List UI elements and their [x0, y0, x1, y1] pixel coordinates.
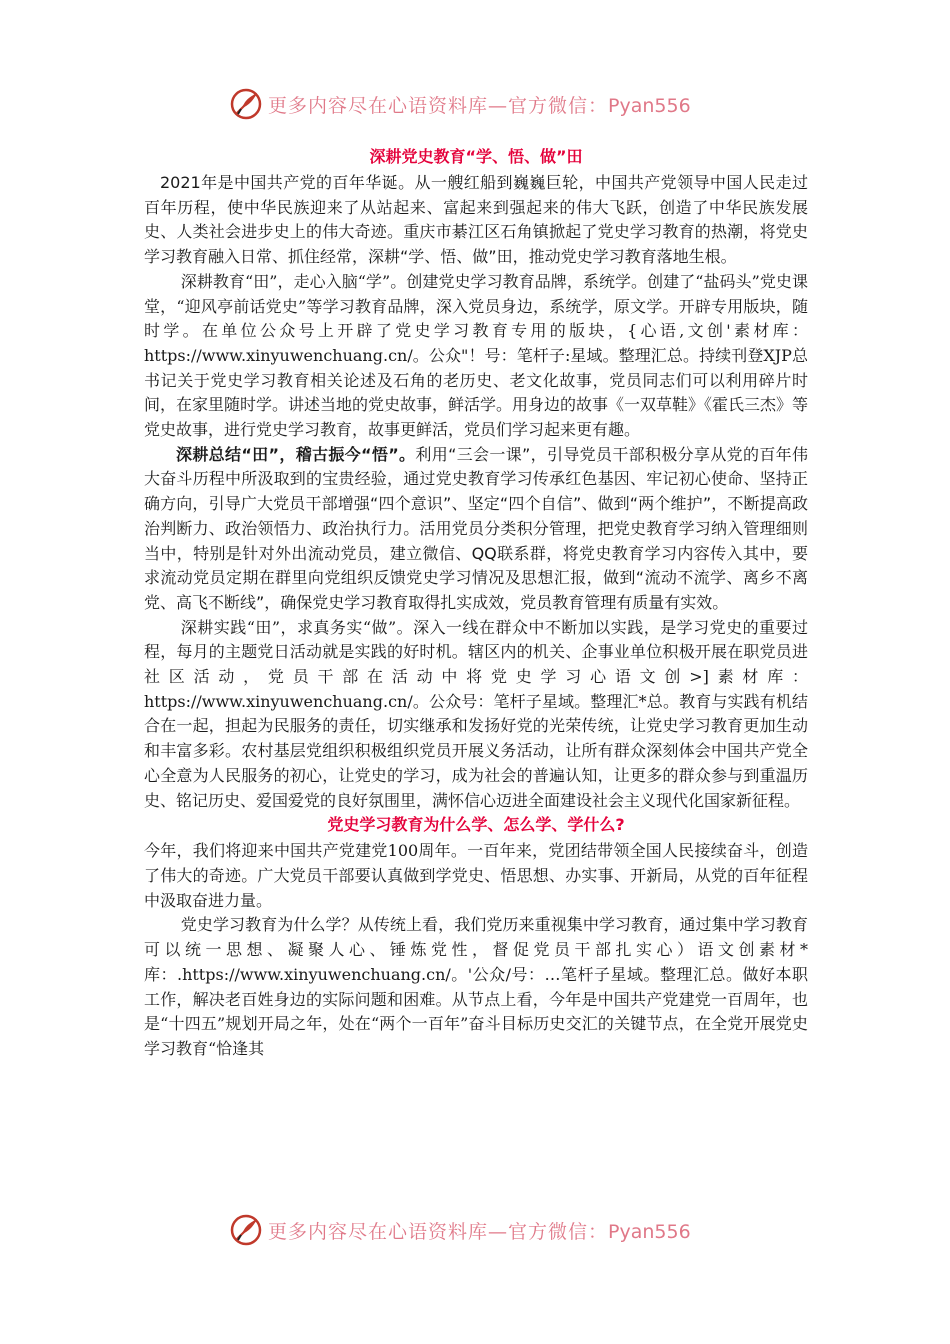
banner-text: 更多内容尽在心语资料库—官方微信：Pyan556	[268, 94, 691, 117]
banner-text: 更多内容尽在心语资料库—官方微信：Pyan556	[268, 1220, 691, 1243]
paragraph-reflect-body: 利用“三会一课”，引导党员干部积极分享从党的百年伟大奋斗历程中所汲取到的宝贵经验，通过党史教育学习传承红色基因、牢记初心使命、坚持正确方向，引导广大党员干部增强“四个意识”、坚定“四个自信”、做到“两个维护”，不断提高政治判断力、政治领悟力、政治执行力。活用党员分类积分管理，把党史教育学习纳入管理细则当中，特别是针对外出流动党员，建立微信、QQ联系群，将党史教育学习内容传入其中，要求流动党员定期在群里向党组织反馈党史学习情况及思想汇报，做到“流动不流学、离乡不离党、高飞不断线”，确保党史学习教育取得扎实成效，党员教育管理有质量有实效。	[144, 444, 808, 612]
paragraph-why-study: 党史学习教育为什么学？从传统上看，我们党历来重视集中学习教育，通过集中学习教育可以统一思想、凝聚人心、锤炼党性，督促党员干部扎实心）语文创素材*库：.https://www.xinyuwenchuang.cn/。'公众/号：…笔杆子星域。整理汇总。做好本职工作，解决老百姓身边的实际问题和困难。从节点上看，今年是中国共产党建党一百周年，也是“十四五”规划开局之年，处在“两个一百年”奋斗目标历史交汇的关键节点，在全党开展党史学习教育“恰逢其	[144, 915, 808, 1058]
footer-banner	[228, 1210, 691, 1250]
paragraph-practice: 深耕实践“田”，求真务实“做”。深入一线在群众中不断加以实践，是学习党史的重要过程，每月的主题党日活动就是实践的好时机。辖区内的机关、企事业单位积极开展在职党员进社区活动，党员干部在活动中将党史学习心语文创>]素材库：https://www.xinyuwenchuang.cn/。公众号：笔杆子星域。整理汇*总。教育与实践有机结合在一起，担起为民服务的责任，切实继承和发扬好党的光荣传统，让党史学习教育更加生动和丰富多彩。农村基层党组织积极组织党员开展义务活动，让所有群众深刻体会中国共产党全心全意为人民服务的初心，让党史的学习，成为社会的普遍认知，让更多的群众参与到重温历史、铭记历史、爱国爱党的良好氛围里，满怀信心迈进全面建设社会主义现代化国家新征程。	[144, 617, 808, 810]
paragraph-centenary: 今年，我们将迎来中国共产党建党100周年。一百年来，党团结带领全国人民接续奋斗，创造了伟大的奇迹。广大党员干部要认真做到学党史、悟思想、办实事、开新局，从党的百年征程中汲取奋进力量。	[144, 841, 808, 910]
paragraph-study: 深耕教育“田”，走心入脑“学”。创建党史学习教育品牌，系统学。创建了“盐码头”党史课堂，“迎风亭前话党史”等学习教育品牌，深入党员身边，系统学，原文学。开辟专用版块，随时学。在单位公众号上开辟了党史学习教育专用的版块，{心语,文创'素材库：https://www.xinyuwenchuang.cn/。公众"！号：笔杆子:星域。整理汇总。持续刊登XJP总书记关于党史学习教育相关论述及石角的老历史、老文化故事，党员同志们可以利用碎片时间，在家里随时学。讲述当地的党史故事，鲜活学。用身边的故事《一双草鞋》《霍氏三杰》等党史故事，进行党史学习教育，故事更鲜活，党员们学习起来更有趣。	[144, 271, 809, 440]
quill-logo-icon	[228, 86, 264, 122]
document-body	[144, 145, 808, 1062]
quill-logo-icon	[228, 1212, 264, 1248]
article-title: 深耕党史教育“学、悟、做”田	[369, 147, 583, 166]
header-banner	[228, 84, 691, 124]
paragraph-reflect-heading: 深耕总结“田”，稽古振今“悟”。	[176, 444, 416, 464]
paragraph-intro: 2021年是中国共产党的百年华诞。从一艘红船到巍巍巨轮，中国共产党领导中国人民走过百年历程，使中华民族迎来了从站起来、富起来到强起来的伟大飞跃，创造了中华民族发展史、人类社会进步史上的伟大奇迹。重庆市綦江区石角镇掀起了党史学习教育的热潮，将党史学习教育融入日常、抓住经常，深耕“学、悟、做”田，推动党史学习教育落地生根。	[144, 173, 808, 267]
article-title-2: 党史学习教育为什么学、怎么学、学什么?	[327, 815, 625, 835]
paragraph-reflect	[144, 443, 808, 616]
